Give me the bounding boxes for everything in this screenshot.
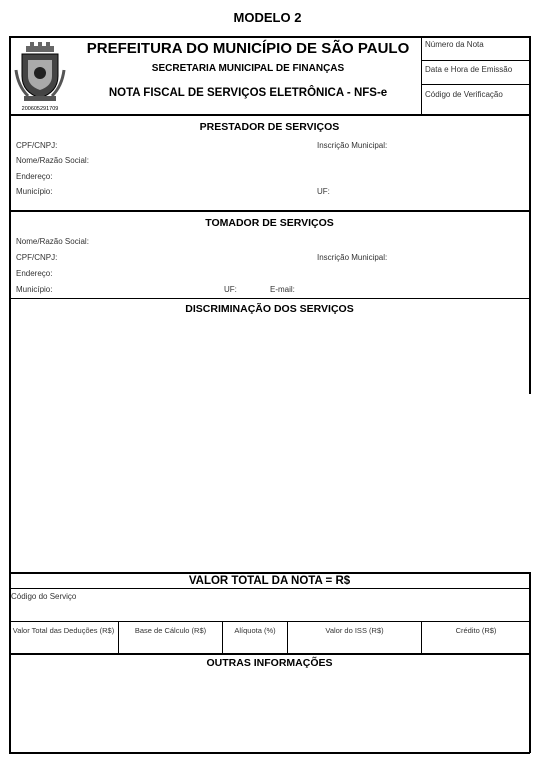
prestador-uf-label: UF: [317, 187, 330, 196]
model-title: MODELO 2 [233, 10, 302, 25]
aliquota-label: Alíquota (%) [234, 626, 276, 635]
seal-code: 200605291709 [21, 106, 59, 112]
secretaria-title: SECRETARIA MUNICIPAL DE FINANÇAS [151, 63, 345, 74]
municipal-seal-icon [14, 40, 66, 106]
tomador-municipio-label: Município: [16, 285, 53, 294]
valor-iss-label: Valor do ISS (R$) [325, 626, 384, 635]
tomador-inscricao-label: Inscrição Municipal: [317, 253, 388, 262]
tomador-email-label: E-mail: [270, 285, 295, 294]
prestador-title: PRESTADOR DE SERVIÇOS [199, 121, 340, 133]
valor-total-label: VALOR TOTAL DA NOTA = R$ [188, 575, 351, 587]
data-emissao-label: Data e Hora de Emissão [425, 65, 513, 74]
numero-nota-label: Número da Nota [425, 40, 484, 49]
discriminacao-title: DISCRIMINAÇÃO DOS SERVIÇOS [185, 303, 354, 315]
tomador-uf-label: UF: [224, 285, 237, 294]
deducoes-label: Valor Total das Deduções (R$) [12, 626, 115, 635]
prestador-nome-label: Nome/Razão Social: [16, 156, 89, 165]
prefeitura-title: PREFEITURA DO MUNICÍPIO DE SÃO PAULO [86, 40, 410, 57]
tomador-title: TOMADOR DE SERVIÇOS [205, 217, 334, 229]
tomador-cpf-label: CPF/CNPJ: [16, 253, 58, 262]
prestador-endereco-label: Endereço: [16, 172, 53, 181]
codigo-verificacao-label: Código de Verificação [425, 90, 503, 99]
prestador-municipio-label: Município: [16, 187, 53, 196]
tomador-nome-label: Nome/Razão Social: [16, 237, 89, 246]
prestador-inscricao-label: Inscrição Municipal: [317, 141, 388, 150]
codigo-servico-label: Código do Serviço [11, 592, 77, 601]
credito-label: Crédito (R$) [455, 626, 497, 635]
base-calculo-label: Base de Cálculo (R$) [134, 626, 207, 635]
tomador-endereco-label: Endereço: [16, 269, 53, 278]
prestador-cpf-label: CPF/CNPJ: [16, 141, 58, 150]
nota-fiscal-title: NOTA FISCAL DE SERVIÇOS ELETRÔNICA - NFS-e [108, 87, 388, 99]
outras-informacoes-title: OUTRAS INFORMAÇÕES [206, 657, 333, 669]
